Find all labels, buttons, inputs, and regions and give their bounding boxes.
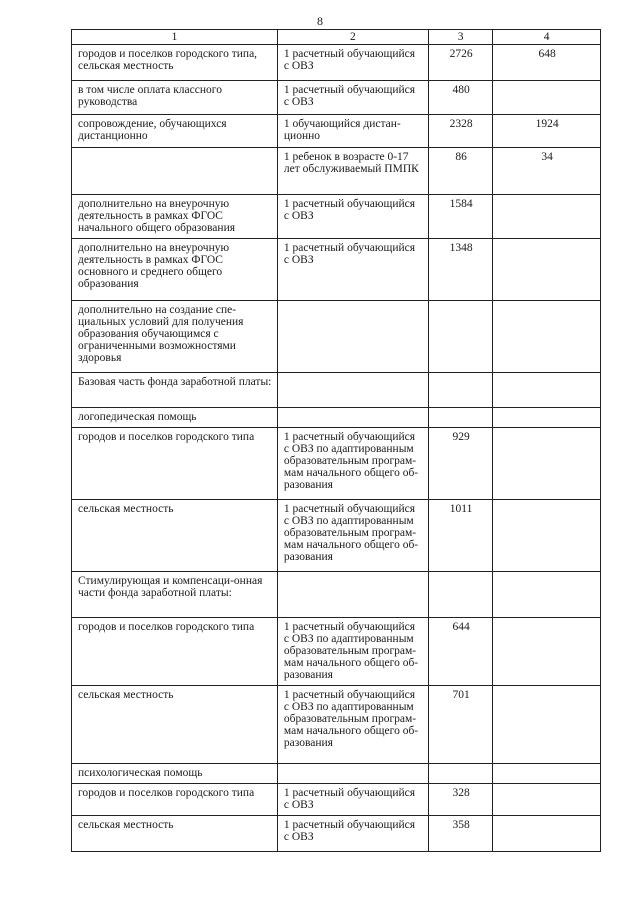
row-label-cell [72,148,278,195]
unit-cell: 1 обучающийся дистан-ционно [277,115,428,148]
section-heading-cell: логопедическая помощь [72,408,278,428]
value-cell [493,301,601,373]
table-row [72,239,601,301]
value-cell [493,500,601,572]
table-row [72,428,601,500]
table-row [72,686,601,764]
page-number: 8 [317,14,323,28]
table-row [72,618,601,686]
value-cell: 2726 [428,45,492,81]
row-label-cell: дополнительно на внеурочную деятельность в рамках ФГОС начального общего образования [72,195,278,239]
value-cell: 644 [428,618,492,686]
value-cell [493,816,601,852]
unit-cell: 1 расчетный обучающийся с ОВЗ [277,784,428,816]
value-cell: 358 [428,816,492,852]
value-cell: 648 [493,45,601,81]
table-row [72,148,601,195]
table-row [72,764,601,784]
section-heading-cell: психологическая помощь [72,764,278,784]
row-label-cell: городов и поселков городского типа, сельская местность [72,45,278,81]
value-cell [493,81,601,115]
value-cell: 34 [493,148,601,195]
value-cell: 2328 [428,115,492,148]
unit-cell: 1 расчетный обучающийся с ОВЗ по адаптированным образовательным програм-мам начального общего об-разования [277,500,428,572]
value-cell [493,686,601,764]
section-heading-cell: Базовая часть фонда заработной платы: [72,373,278,408]
value-cell [493,408,601,428]
value-cell [428,301,492,373]
unit-cell: 1 расчетный обучающийся с ОВЗ по адаптированным образовательным програм-мам начального общего об-разования [277,618,428,686]
value-cell [493,428,601,500]
row-label-cell: дополнительно на создание спе-циальных условий для получения образования обучающимся с ограниченными возможностями здоровья [72,301,278,373]
row-label-cell: в том числе оплата классного руководства [72,81,278,115]
table-row [72,784,601,816]
value-cell: 929 [428,428,492,500]
table-row [72,195,601,239]
row-label-cell: сопровождение, обучающихся дистанционно [72,115,278,148]
unit-cell: 1 расчетный обучающийся с ОВЗ [277,195,428,239]
unit-cell: 1 расчетный обучающийся с ОВЗ [277,239,428,301]
unit-cell [277,764,428,784]
unit-cell: 1 расчетный обучающийся с ОВЗ [277,816,428,852]
row-label-cell: городов и поселков городского типа [72,428,278,500]
value-cell [493,784,601,816]
row-label-cell: городов и поселков городского типа [72,784,278,816]
value-cell [493,373,601,408]
unit-cell [277,373,428,408]
value-cell [493,572,601,618]
unit-cell [277,572,428,618]
value-cell: 1924 [493,115,601,148]
row-label-cell: городов и поселков городского типа [72,618,278,686]
value-cell: 86 [428,148,492,195]
value-cell: 480 [428,81,492,115]
value-cell [493,195,601,239]
table-header-row [72,30,601,45]
header-cell: 2 [277,30,428,45]
table-row [72,408,601,428]
table-row [72,816,601,852]
row-label-cell: дополнительно на внеурочную деятельность в рамках ФГОС основного и среднего общего образования [72,239,278,301]
unit-cell: 1 расчетный обучающийся с ОВЗ по адаптированным образовательным програм-мам начального общего об-разования [277,686,428,764]
value-cell [493,239,601,301]
value-cell [428,373,492,408]
unit-cell: 1 расчетный обучающийся с ОВЗ [277,81,428,115]
value-cell [493,764,601,784]
section-heading-cell: Стимулирующая и компенсаци-онная части фонда заработной платы: [72,572,278,618]
table-row [72,301,601,373]
unit-cell: 1 расчетный обучающийся с ОВЗ по адаптированным образовательным програм-мам начального общего об-разования [277,428,428,500]
unit-cell: 1 ребенок в возрасте 0-17 лет обслуживаемый ПМПК [277,148,428,195]
header-cell: 4 [493,30,601,45]
unit-cell [277,408,428,428]
value-cell [428,408,492,428]
value-cell [428,764,492,784]
table-row [72,45,601,81]
table-row [72,81,601,115]
table-row [72,572,601,618]
row-label-cell: сельская местность [72,500,278,572]
table-row [72,500,601,572]
value-cell [428,572,492,618]
table-row [72,373,601,408]
norms-table [71,29,601,852]
unit-cell [277,301,428,373]
row-label-cell: сельская местность [72,816,278,852]
value-cell: 701 [428,686,492,764]
value-cell: 1348 [428,239,492,301]
value-cell: 328 [428,784,492,816]
header-cell: 3 [428,30,492,45]
value-cell [493,618,601,686]
header-cell: 1 [72,30,278,45]
value-cell: 1011 [428,500,492,572]
value-cell: 1584 [428,195,492,239]
unit-cell: 1 расчетный обучающийся с ОВЗ [277,45,428,81]
table-row [72,115,601,148]
row-label-cell: сельская местность [72,686,278,764]
